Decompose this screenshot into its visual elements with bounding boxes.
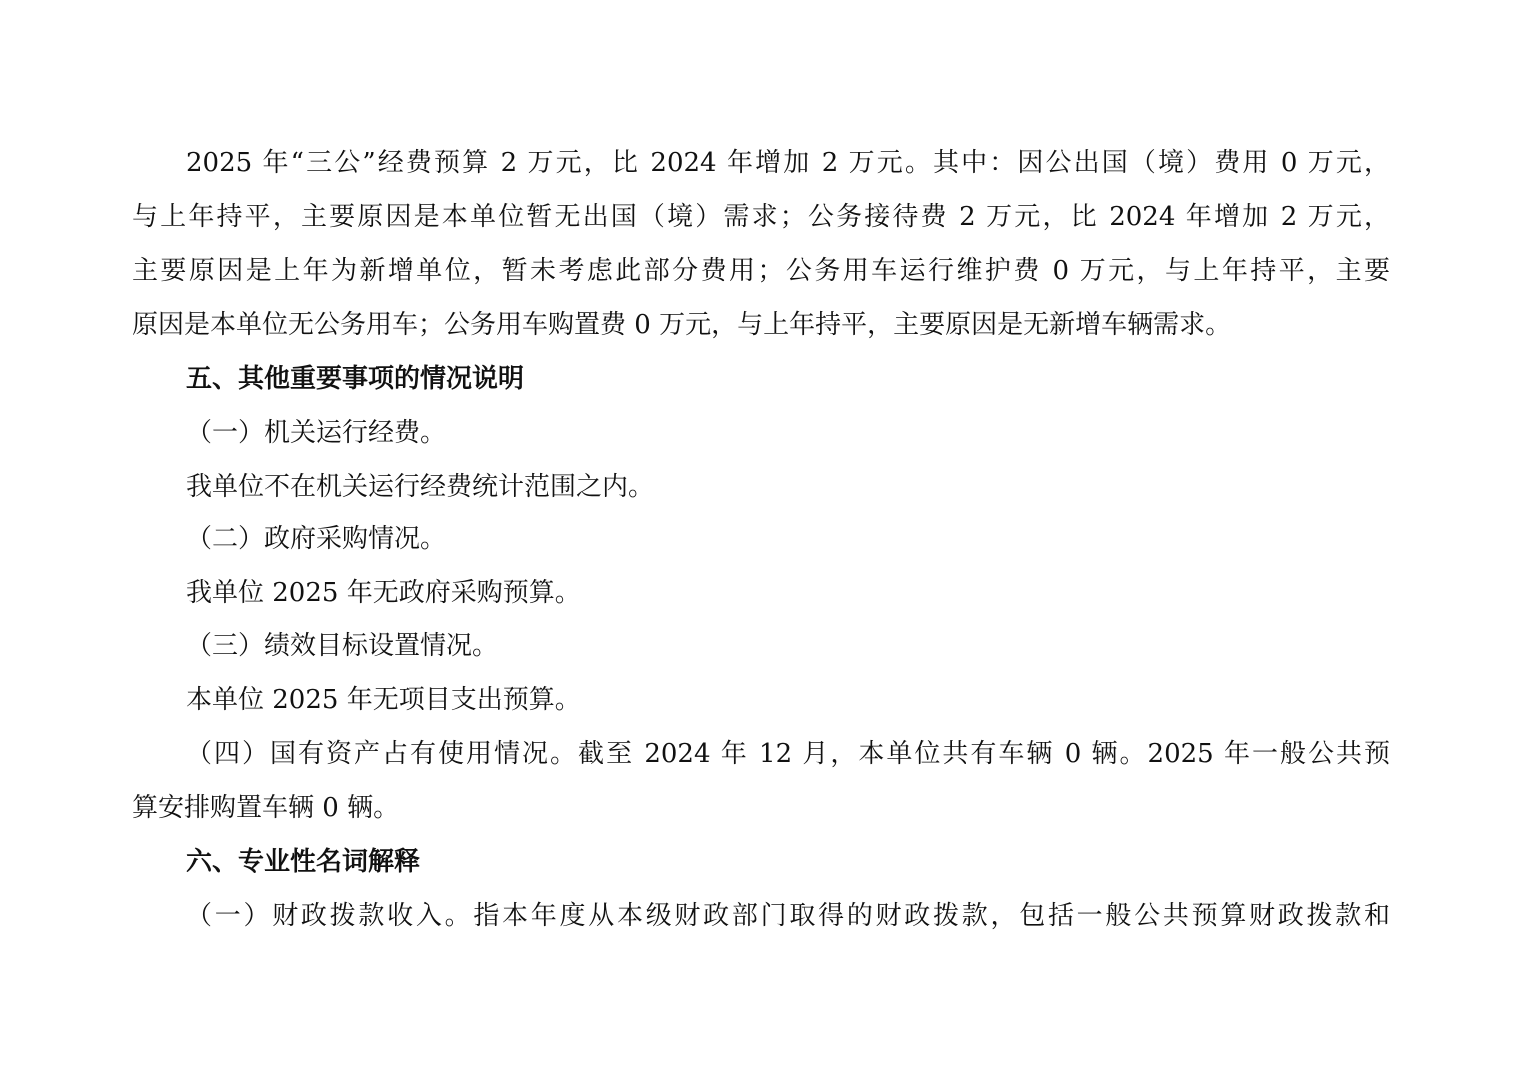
- paragraph-line: （一）财政拨款收入。指本年度从本级财政部门取得的财政拨款，包括一般公共预算财政拨款和: [186, 901, 1390, 931]
- paragraph-line: 我单位 2025 年无政府采购预算。: [186, 578, 581, 608]
- subsection-heading: （三）绩效目标设置情况。: [186, 631, 499, 661]
- section-heading: 六、专业性名词解释: [186, 847, 421, 877]
- paragraph-line: 主要原因是上年为新增单位，暂未考虑此部分费用；公务用车运行维护费 0 万元，与上年持平，主要: [132, 256, 1390, 286]
- paragraph-line: （四）国有资产占有使用情况。截至 2024 年 12 月，本单位共有车辆 0 辆。2025 年一般公共预: [186, 739, 1390, 769]
- paragraph-line: 2025 年“三公”经费预算 2 万元，比 2024 年增加 2 万元。其中：因公出国（境）费用 0 万元，: [186, 148, 1390, 178]
- subsection-heading: （一）机关运行经费。: [186, 418, 447, 448]
- subsection-heading: （二）政府采购情况。: [186, 524, 447, 554]
- paragraph-line: 与上年持平，主要原因是本单位暂无出国（境）需求；公务接待费 2 万元，比 2024 年增加 2 万元，: [132, 202, 1390, 232]
- paragraph-line: 原因是本单位无公务用车；公务用车购置费 0 万元，与上年持平，主要原因是无新增车辆需求。: [132, 310, 1232, 340]
- paragraph-line: 本单位 2025 年无项目支出预算。: [186, 685, 581, 715]
- section-heading: 五、其他重要事项的情况说明: [186, 364, 525, 394]
- paragraph-line: 我单位不在机关运行经费统计范围之内。: [186, 472, 655, 502]
- paragraph-line: 算安排购置车辆 0 辆。: [132, 793, 400, 823]
